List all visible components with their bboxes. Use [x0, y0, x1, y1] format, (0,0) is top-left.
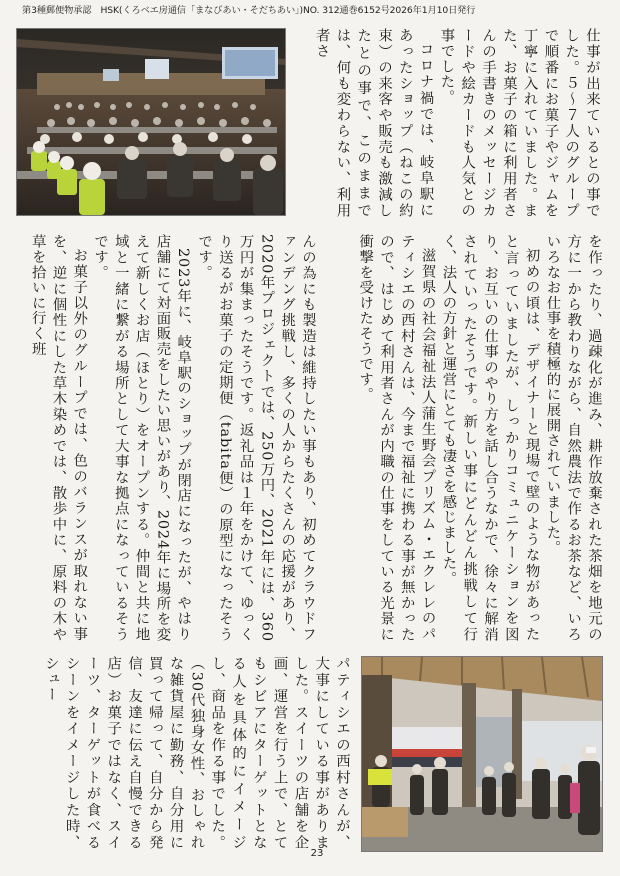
text-block-middle-left: [318, 234, 604, 642]
paragraph: んの為にも製造は維持したい事もあり、初めてクラウドファンデング挑戦し、多くの人からたくさんの応援があり、2020年プロジェクトでは、250万円、2021年には、360万円が集まったそうです。返礼品は１年をかけて、ゆっくり送るがお菓子の定期便（tabita便）の原型になったそうです。: [196, 234, 316, 642]
publication-header: 第3種郵便物承認 HSK(くろベエ房通信「まなびあい・そだちあい」)NO. 312通巻6152号2026年1月10日発行: [22, 5, 476, 16]
paragraph: パティシエの西村さんが、大事にしている事がありました。スイーツの店舗を企画、運営を行う上で、とてもシビアにターゲットとなる人を具体的にイメージし、商品を作る事でした。（30代独身女性、おしゃれな雑貨屋に勤務、自分用に買って帰って、自分から発信、友達に伝え自慢できる店）お菓子ではなく、スイーツ、ターゲットが食べるシーンをイメージした時、シュー: [42, 656, 350, 850]
paragraph: を作ったり、過疎化が進み、耕作放棄された茶畑を地元の方に一から教わりながら、自然農法で作るお茶など、いろいろなお仕事を積極的に展開されていました。: [544, 234, 602, 642]
paragraph: コロナ禍では、岐阜駅にあったショップ（ねこの約束）の来客や販売も激減したとの事で、このままでは、何も変わらない、利用者さ: [313, 28, 434, 218]
conference-hall-illustration: [17, 29, 285, 215]
text-block-bottom-left: [16, 656, 352, 850]
paragraph: 初めの頃は、デザイナーと現場で壁のような物があったと言っていましたが、しっかりコミュニケーションを図り、お互いの仕事のやり方を話し合うなかで、徐々に解消されていったそうです。新しい事にどんどん挑戦して行く、法人の方針と運営にとても凄さを感じました。: [440, 234, 540, 642]
text-block-middle-right: [16, 234, 318, 642]
paragraph: 滋賀県の社会福祉法人蒲生野会プリズム・エクレレのパティシエの西村さんは、今まで福祉に携わる事が無かったので、はじめて利用者さんが内職の仕事をしている光景に衝撃を受けたそうです。: [357, 234, 436, 642]
shop-street-photo: [361, 656, 603, 852]
page-number: 23: [310, 848, 324, 859]
paragraph: 2023年に、岐阜駅のショップが閉店になったが、やはり店舗にて対面販売をしたい思いがあり、2024年に場所を変えて新しくお店（ほとり）をオープンする。仲間と共に地域と一緒に繋がる場所として大事な拠点になっているそうです。: [92, 234, 192, 642]
paragraph: 仕事が出来ているとの事でした。５～７人のグループで順番にお菓子やジャムを丁寧に入れていました。また、お菓子の箱に利用者さんの手書きのメッセージカードや絵カードも人気との事でした。: [438, 28, 600, 218]
text-block-top-right: [296, 28, 602, 218]
conference-hall-photo: [16, 28, 286, 216]
shop-street-illustration: [362, 657, 602, 851]
paragraph: お菓子以外のグループでは、色のバランスが取れない事を、逆に個性にした草木染めでは、散歩中に、原料の木や草を拾いに行く班: [29, 234, 88, 642]
